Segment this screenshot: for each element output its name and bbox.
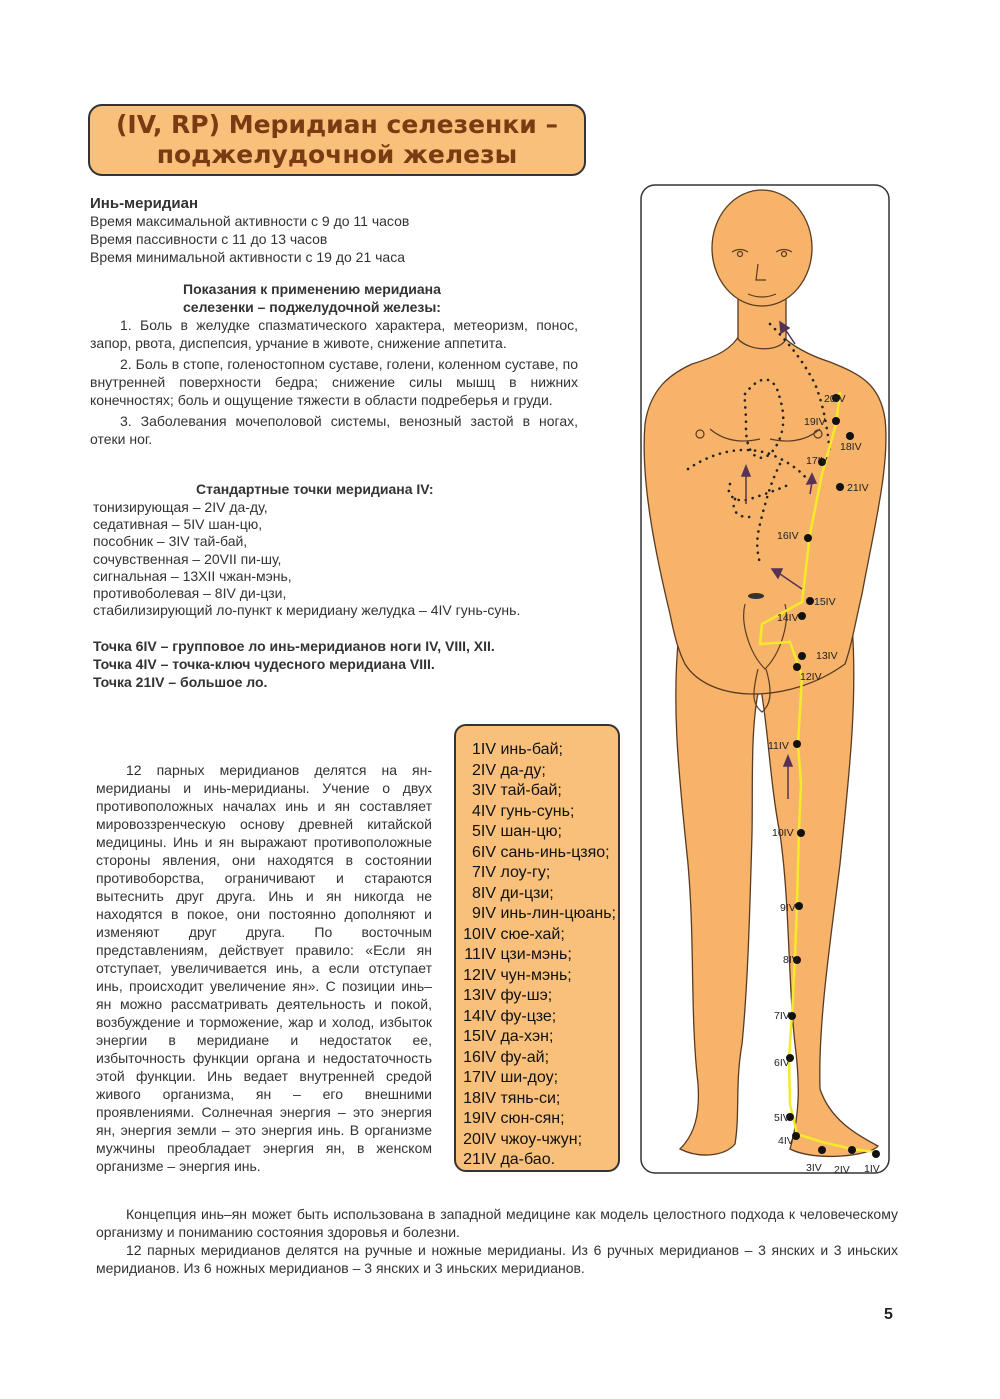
points-list-item	[460, 884, 618, 905]
point-number: 15IV	[463, 1028, 496, 1045]
meridian-point-label: 20IV	[824, 393, 846, 405]
point-name: тянь-си;	[496, 1089, 561, 1107]
bold-note: Точка 21IV – большое ло.	[93, 674, 268, 690]
points-list-item	[460, 843, 618, 864]
point-number: 11IV	[464, 946, 496, 963]
point-number: 12IV	[463, 966, 496, 984]
meridian-point-label: 7IV	[774, 1010, 790, 1022]
points-list-item	[460, 1109, 618, 1130]
meridian-point-label: 10IV	[772, 827, 794, 839]
point-number: 17IV	[463, 1069, 496, 1086]
meridian-point-16IV	[804, 534, 812, 542]
point-name: лоу-гу;	[496, 864, 551, 881]
point-name: гунь-сунь;	[496, 802, 575, 820]
intro-line: Время пассивности с 11 до 13 часов	[90, 231, 328, 247]
points-list-item	[460, 1150, 618, 1171]
point-number: 1IV	[471, 741, 496, 758]
point-number: 5IV	[471, 823, 496, 840]
yin-yang-text: 12 парных меридианов делятся на ян-меридианы и инь-меридианы. Учение о двух противоположных началах инь и ян составляет мировоззренческую основу древней китайской медицины. Инь и ян выражают противоположные стороны явления, они находятся в состоянии противоборства, ограничивают и стараются вытеснить друг друга. Инь и ян никогда не находятся в покое, они постоянно дополняют и изменяют друг друга. По восточным представлениям, действует правило: «Если ян отступает, увеличивается инь, а если отступает инь, происходит увеличение ян». С позиции инь–ян можно рассматривать деятельность и покой, возбуждение и торможение, жар и холод, избыток энергии в меридиане и недостаток ее, избыточность функции органа и недостаточность этой функции. Инь ведает внутренней средой живого организма, ян – его внешними проявлениями. Солнечная энергия – это энергия ян, энергия земли – это энергия инь. В организме мужчины преобладает энергия ян, в женском организме – энергия инь.	[96, 762, 432, 1174]
meridian-point-label: 15IV	[814, 596, 836, 608]
meridian-point-label: 13IV	[816, 650, 838, 662]
bold-note: Точка 6IV – групповое ло инь-меридианов ноги IV, VIII, XII.	[93, 638, 495, 654]
points-list-item	[460, 1068, 618, 1089]
meridian-point-2IV	[848, 1146, 856, 1154]
meridian-point-label: 6IV	[774, 1057, 790, 1069]
point-number: 9IV	[471, 905, 496, 922]
title-line-1: (IV, RP) Меридиан селезенки –	[115, 110, 559, 139]
title-line-2: поджелудочной железы	[156, 140, 518, 169]
points-list-item	[460, 1027, 618, 1048]
standard-point-line: тонизирующая – 2IV да-ду,	[93, 499, 268, 515]
point-name: инь-бай;	[496, 741, 563, 758]
point-number: 4IV	[471, 802, 496, 820]
meridian-point-19IV	[832, 417, 840, 425]
point-name: ди-цзи;	[496, 884, 554, 902]
meridian-point-9IV	[795, 902, 803, 910]
points-list-item	[460, 1130, 618, 1151]
point-name: да-бао.	[496, 1151, 556, 1168]
meridian-point-21IV	[836, 483, 844, 491]
meridian-point-label: 5IV	[774, 1112, 790, 1124]
meridian-point-13IV	[798, 652, 806, 660]
meridian-point-label: 12IV	[800, 671, 822, 683]
points-list-item	[460, 904, 618, 925]
meridian-point-label: 18IV	[840, 441, 862, 453]
points-list-item	[460, 966, 618, 987]
yin-yang-paragraph	[96, 761, 432, 1175]
standard-point-line: стабилизирующий ло-пункт к меридиану желудка – 4IV гунь-сунь.	[93, 602, 521, 618]
standard-point-line: противоболевая – 8IV ди-цзи,	[93, 585, 287, 601]
meridian-point-label: 9IV	[780, 902, 796, 914]
point-name: цзи-мэнь;	[496, 946, 572, 963]
standard-points-heading: Стандартные точки меридиана IV:	[196, 481, 434, 497]
point-number: 16IV	[463, 1048, 496, 1066]
points-list-item	[460, 925, 618, 946]
point-name: инь-лин-цюань;	[496, 905, 616, 922]
point-number: 13IV	[463, 987, 496, 1004]
points-list-item	[460, 822, 618, 843]
point-name: сань-инь-цзяо;	[496, 843, 610, 861]
meridian-point-18IV	[846, 432, 854, 440]
meridian-point-label: 16IV	[777, 530, 799, 542]
point-number: 7IV	[471, 864, 496, 881]
points-list-item	[460, 1007, 618, 1028]
meridian-point-label: 19IV	[804, 416, 826, 428]
points-list-item	[460, 740, 618, 761]
point-name: да-ду;	[496, 761, 546, 779]
point-number: 8IV	[471, 884, 496, 902]
point-name: шан-цю;	[496, 823, 562, 840]
indications-heading: Показания к применению меридиана	[183, 281, 441, 297]
meridian-point-label: 4IV	[778, 1135, 794, 1147]
meridian-point-label: 2IV	[834, 1164, 850, 1174]
page-number: 5	[884, 1306, 893, 1323]
point-number: 3IV	[471, 782, 496, 799]
intro-line: Время максимальной активности с 9 до 11 часов	[90, 213, 410, 229]
standard-point-line: пособник – 3IV тай-бай,	[93, 533, 248, 549]
meridian-point-label: 17IV	[806, 455, 828, 467]
meridian-point-12IV	[793, 663, 801, 671]
point-name: фу-ай;	[496, 1048, 550, 1066]
points-list-item	[460, 1048, 618, 1069]
standard-point-line: сигнальная – 13XII чжан-мэнь,	[93, 568, 292, 584]
points-list-item	[460, 945, 618, 966]
meridian-point-10IV	[797, 829, 805, 837]
meridian-point-15IV	[806, 597, 814, 605]
meridian-point-label: 21IV	[847, 482, 869, 494]
point-number: 6IV	[471, 843, 496, 861]
points-list-box	[454, 724, 620, 1172]
meridian-point-3IV	[818, 1146, 826, 1154]
meridian-figure	[640, 184, 890, 1174]
indications-heading: селезенки – поджелудочной железы:	[183, 299, 441, 315]
point-number: 21IV	[463, 1151, 496, 1168]
indication-item: 1. Боль в желудке спазматического характера, метеоризм, понос, запор, рвота, диспепсия, урчание в животе, снижение аппетита.	[90, 317, 578, 351]
point-name: чжоу-чжун;	[496, 1130, 583, 1148]
point-name: фу-шэ;	[496, 987, 553, 1004]
point-number: 14IV	[463, 1007, 496, 1025]
point-number: 10IV	[463, 925, 496, 943]
point-name: да-хэн;	[496, 1028, 554, 1045]
point-name: ши-доу;	[496, 1069, 559, 1086]
point-name: тай-бай;	[496, 782, 562, 799]
points-list-item	[460, 761, 618, 782]
point-number: 19IV	[463, 1110, 496, 1127]
points-list-item	[460, 986, 618, 1007]
body-diagram	[640, 184, 890, 1174]
points-list-item	[460, 863, 618, 884]
bold-note: Точка 4IV – точка-ключ чудесного меридиана VIII.	[93, 656, 435, 672]
meridian-point-14IV	[798, 612, 806, 620]
meridian-point-label: 8IV	[783, 954, 799, 966]
point-number: 18IV	[463, 1089, 496, 1107]
title-box	[88, 104, 586, 176]
bottom-paragraphs	[96, 1205, 898, 1277]
meridian-point-label: 11IV	[768, 740, 789, 752]
meridian-point-1IV	[872, 1150, 880, 1158]
intro-heading: Инь-меридиан	[90, 195, 199, 212]
standard-point-line: седативная – 5IV шан-цю,	[93, 516, 263, 532]
meridian-point-label: 3IV	[806, 1162, 822, 1174]
point-number: 20IV	[463, 1130, 496, 1148]
point-number: 2IV	[471, 761, 496, 779]
point-name: фу-цзе;	[496, 1007, 557, 1025]
points-list-item	[460, 1089, 618, 1110]
meridian-point-11IV	[793, 740, 801, 748]
points-list-item	[460, 781, 618, 802]
indication-item: 3. Заболевания мочеполовой системы, венозный застой в ногах, отеки ног.	[90, 413, 578, 447]
meridian-point-label: 1IV	[864, 1163, 880, 1174]
points-list-item	[460, 802, 618, 823]
point-name: сюн-сян;	[496, 1110, 565, 1127]
bottom-paragraph: Концепция инь–ян может быть использована в западной медицине как модель целостного подхода к человеческому организму и пониманию состояния здоровья и болезни.	[96, 1206, 898, 1240]
standard-point-line: сочувственная – 20VII пи-шу,	[93, 551, 282, 567]
indications-list	[90, 316, 578, 448]
point-name: сюе-хай;	[496, 925, 565, 943]
bottom-paragraph: 12 парных меридианов делятся на ручные и ножные меридианы. Из 6 ручных меридианов – 3 янских и 3 иньских меридианов. Из 6 ножных меридианов – 3 янских и 3 иньских меридианов.	[96, 1242, 898, 1276]
indication-item: 2. Боль в стопе, голеностопном суставе, голени, коленном суставе, по внутренней поверхности бедра; снижение силы мышц в нижних конечностях; боль и ощущение тяжести в области подреберья и груди.	[90, 356, 578, 408]
meridian-point-label: 14IV	[777, 612, 799, 624]
point-name: чун-мэнь;	[496, 966, 572, 984]
intro-line: Время минимальной активности с 19 до 21 часа	[90, 249, 406, 265]
